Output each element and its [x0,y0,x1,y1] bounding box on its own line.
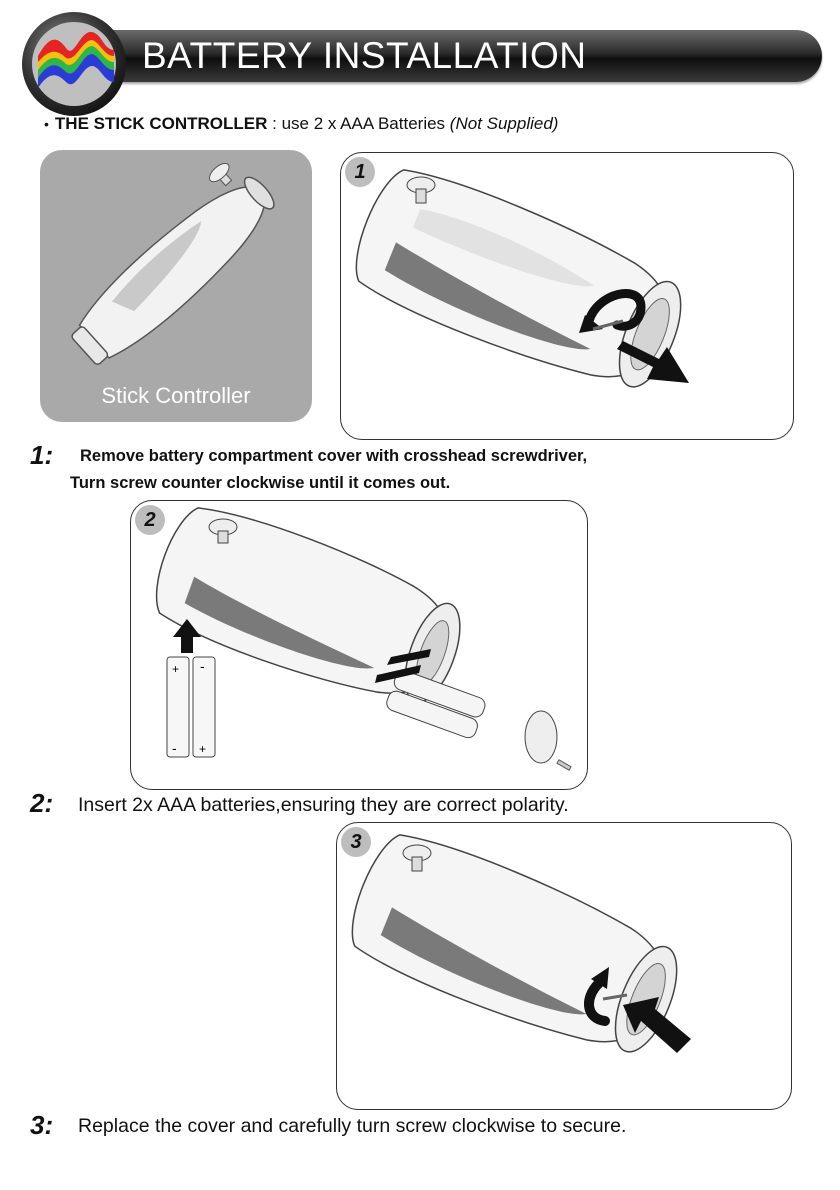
step-3-instruction: Replace the cover and carefully turn screw clockwise to secure. [78,1115,627,1137]
subtitle-line [44,114,558,134]
subtitle-note: (Not Supplied) [449,114,559,133]
battery-2-bottom-plus: + [199,742,207,756]
subtitle-heading: THE STICK CONTROLLER [54,114,268,133]
page-title: BATTERY INSTALLATION [142,35,587,76]
controller-replace-cover-illustration-icon [337,823,791,1109]
controller-remove-cover-illustration-icon [341,153,793,439]
step-3-number: 3: [30,1110,54,1140]
subtitle-text: : use 2 x AAA Batteries [267,114,450,133]
step-1-panel [340,152,794,440]
step-2-badge: 2 [135,505,165,535]
stick-controller-illustration-icon [40,150,312,422]
step-1-instruction-continued: Turn screw counter clockwise until it comes out. [70,474,451,492]
step-2-number: 2: [30,788,54,818]
step-3-panel [336,822,792,1110]
step-2-panel [130,500,588,790]
stick-controller-card [40,150,312,422]
battery-1-bottom-minus: - [172,740,177,756]
step-1-number: 1: [30,440,54,470]
stick-controller-label: Stick Controller [101,383,251,408]
step-1-instruction: Remove battery compartment cover with crosshead screwdriver, [80,447,588,465]
step-2-instruction: Insert 2x AAA batteries,ensuring they are correct polarity. [78,794,569,816]
controller-insert-batteries-illustration-icon [131,501,587,789]
brand-logo-icon [18,8,130,120]
bullet-icon: • [44,116,49,132]
step-3-badge: 3 [341,827,371,857]
battery-1-top-plus: + [172,662,180,676]
step-1-badge: 1 [345,157,375,187]
battery-2-top-minus: - [200,658,205,674]
